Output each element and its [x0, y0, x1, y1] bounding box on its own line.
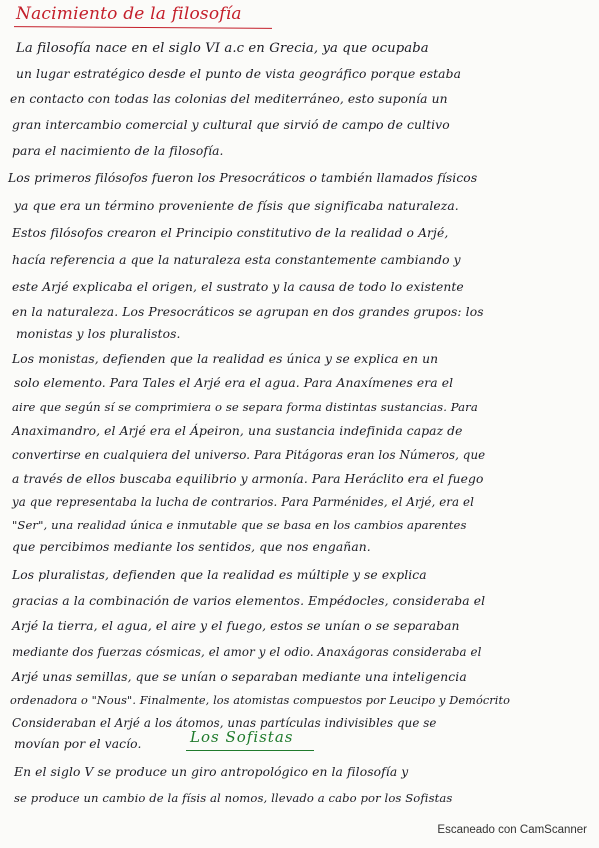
text-line: ordenadora o "Nous". Finalmente, los atomistas compuestos por Leucipo y Demócrito — [10, 694, 511, 707]
text-line: movían por el vacío. — [14, 737, 142, 751]
text-line: Arjé la tierra, el agua, el aire y el fuego, estos se unían o se separaban — [12, 619, 460, 633]
text-line: ya que era un término proveniente de físis que significaba naturaleza. — [14, 199, 459, 213]
text-line: "Ser", una realidad única e inmutable que se basa en los cambios aparentes — [12, 518, 467, 532]
page-title: Nacimiento de la filosofía — [16, 4, 242, 24]
text-line: en la naturaleza. Los Presocráticos se agrupan en dos grandes grupos: los — [12, 305, 484, 319]
text-line: en contacto con todas las colonias del mediterráneo, esto suponía un — [10, 92, 448, 106]
text-line: En el siglo V se produce un giro antropológico en la filosofía y — [14, 765, 409, 779]
text-line: Anaximandro, el Arjé era el Ápeiron, una sustancia indefinida capaz de — [12, 424, 463, 438]
title-underline — [14, 26, 272, 29]
text-line: este Arjé explicaba el origen, el sustrato y la causa de todo lo existente — [12, 280, 464, 294]
text-line: hacía referencia a que la naturaleza esta constantemente cambiando y — [12, 253, 461, 267]
text-line: gracias a la combinación de varios elementos. Empédocles, consideraba el — [12, 594, 486, 608]
text-line: un lugar estratégico desde el punto de vista geográfico porque estaba — [16, 67, 461, 81]
text-line: Consideraban el Arjé a los átomos, unas partículas indivisibles que se — [12, 716, 437, 730]
text-line: La filosofía nace en el siglo VI a.c en Grecia, ya que ocupaba — [16, 41, 429, 56]
text-line: convertirse en cualquiera del universo. Para Pitágoras eran los Números, que — [12, 448, 486, 462]
text-line: Los primeros filósofos fueron los Presocráticos o también llamados físicos — [8, 171, 478, 185]
text-line: mediante dos fuerzas cósmicas, el amor y el odio. Anaxágoras consideraba el — [12, 645, 482, 659]
text-line: Estos filósofos crearon el Principio constitutivo de la realidad o Arjé, — [12, 226, 449, 240]
section-subtitle: Los Sofistas — [190, 728, 294, 746]
text-line: se produce un cambio de la físis al nomos, llevado a cabo por los Sofistas — [14, 791, 453, 805]
scanner-watermark: Escaneado con CamScanner — [437, 824, 587, 836]
text-line: que percibimos mediante los sentidos, que nos engañan. — [12, 540, 371, 554]
text-line: solo elemento. Para Tales el Arjé era el agua. Para Anaxímenes era el — [14, 376, 454, 390]
text-line: para el nacimiento de la filosofía. — [12, 144, 224, 158]
text-line: Arjé unas semillas, que se unían o separaban mediante una inteligencia — [12, 670, 467, 684]
text-line: monistas y los pluralistos. — [16, 327, 181, 341]
text-line: Los monistas, defienden que la realidad es única y se explica en un — [12, 352, 439, 366]
subtitle-underline — [186, 750, 314, 751]
text-line: aire que según sí se comprimiera o se separa forma distintas sustancias. Para — [12, 400, 478, 414]
text-line: ya que representaba la lucha de contrarios. Para Parménides, el Arjé, era el — [12, 495, 474, 509]
text-line: a través de ellos buscaba equilibrio y armonía. Para Heráclito era el fuego — [12, 472, 484, 486]
text-line: Los pluralistas, defienden que la realidad es múltiple y se explica — [12, 568, 427, 582]
text-line: gran intercambio comercial y cultural que sirvió de campo de cultivo — [12, 118, 450, 132]
